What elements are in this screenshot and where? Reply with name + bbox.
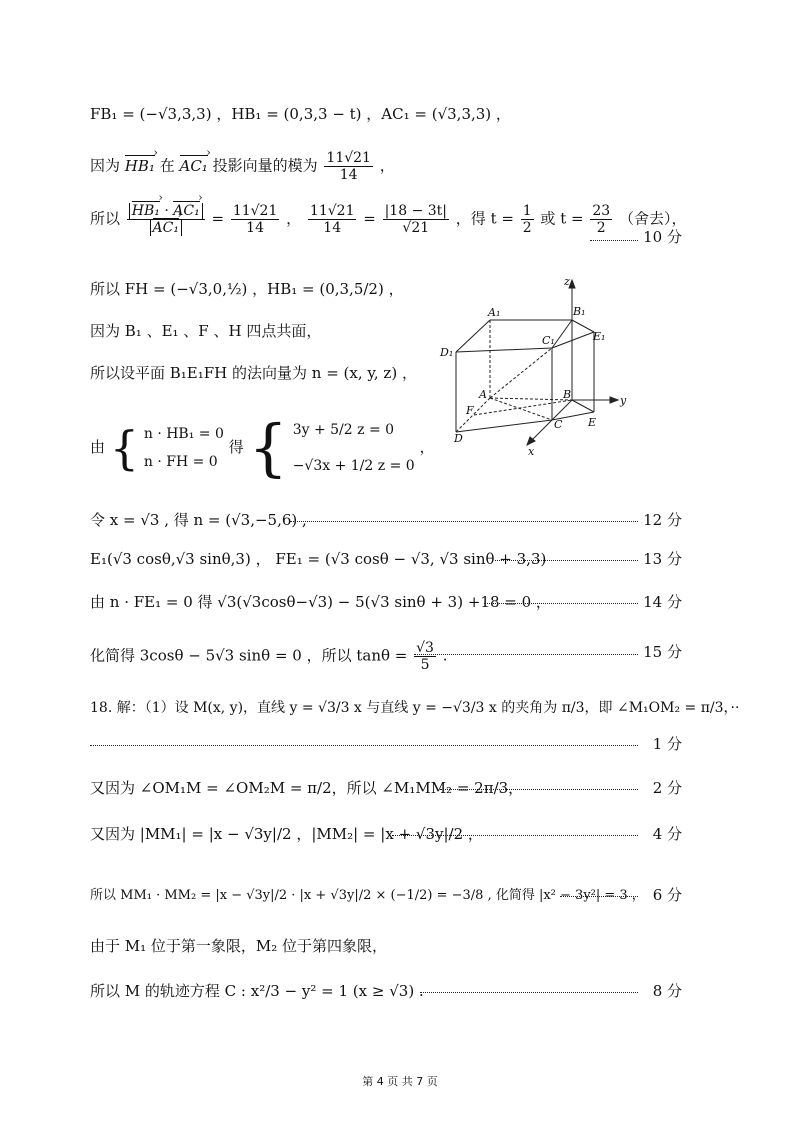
numerator: 23: [592, 203, 611, 219]
score-4: 4 分: [652, 825, 682, 843]
label-e: E: [588, 416, 597, 429]
text: 所以设平面 B₁E₁FH 的法向量为 n = (x, y, z) ，: [90, 364, 417, 382]
set-x: [90, 509, 307, 530]
leader-dots: [495, 560, 638, 561]
text: 因为 B₁ 、E₁ 、F 、H 四点共面，: [90, 322, 322, 340]
text: 所以 MM₁ · MM₂ = |x − √3y|/2 · |x + √3y|/2 × (−1/2) = −3/8 , 化简得 |x² − 3y²| = 3 ，: [90, 888, 645, 903]
score-8: 8 分: [652, 982, 682, 1000]
text: 因为: [90, 156, 121, 175]
score-1: 1 分: [652, 735, 682, 753]
vector-line-fh: [90, 278, 404, 299]
numerator: |18 − 3t|: [384, 203, 448, 219]
fraction: [383, 203, 449, 236]
page-footer: 第 4 页 共 7 页: [362, 1075, 438, 1088]
text: 由: [90, 438, 106, 456]
label-e1: E₁: [593, 330, 606, 343]
angle-statement: [90, 777, 523, 798]
leader-dots: [90, 745, 638, 746]
text: 所以 M 的轨迹方程 C : x²/3 − y² = 1 (x ≥ √3) .: [90, 982, 424, 1000]
score-14: 14 分: [643, 593, 682, 611]
text: 在: [159, 156, 175, 175]
denominator: 14: [339, 167, 358, 184]
text: 所以 FH = (−√3,0,½) ，HB₁ = (0,3,5/2) ，: [90, 280, 404, 298]
fraction: [414, 640, 436, 673]
numerator: 11√21: [232, 203, 278, 219]
equation-system: [90, 412, 434, 484]
numerator: 11√21: [326, 150, 371, 166]
label-c1: C₁: [542, 334, 555, 347]
numerator: √3: [416, 640, 434, 656]
fraction: [308, 203, 357, 236]
label-b1: B₁: [573, 305, 586, 318]
fraction: [590, 203, 612, 236]
label-d1: D₁: [440, 346, 454, 359]
fraction: [324, 150, 373, 183]
system-left: [144, 420, 224, 476]
text: E₁(√3 cosθ,√3 sinθ,3) ， FE₁ = (√3 cosθ − √3, √3 sinθ + 3,3): [90, 550, 547, 568]
text: .: [442, 646, 448, 665]
label-y: y: [620, 394, 627, 407]
denominator: 14: [323, 220, 342, 237]
score-13: 13 分: [643, 550, 682, 568]
denominator: 2: [596, 220, 606, 237]
locus-equation: [90, 980, 424, 1001]
score-6: 6 分: [652, 886, 682, 904]
leader-dots: [590, 240, 638, 241]
text: ，: [419, 438, 435, 456]
text: 令 x = √3 , 得 n = (√3,−5,6) ,: [90, 511, 307, 529]
leader-dots: [290, 521, 638, 522]
leader-dots: [560, 896, 638, 897]
equation: 3y + 5/2 z = 0: [292, 422, 395, 438]
text: 所以: [90, 209, 121, 228]
text: 或 t =: [540, 209, 584, 228]
leader-dots: [484, 603, 638, 604]
vector-line-1: [90, 103, 511, 124]
text: 由 n · FE₁ = 0 得 √3(√3cosθ−√3) − 5(√3 sinθ + 3) +18 = 0 ，: [90, 593, 551, 611]
score-10: 10 分: [643, 228, 682, 246]
leader-dots: [420, 992, 638, 993]
text: 又因为 ∠OM₁M = ∠OM₂M = π/2，所以 ∠M₁MM₂ = 2π/3，: [90, 779, 524, 797]
label-a1: A₁: [488, 306, 501, 319]
text: 又因为 |MM₁| = |x − √3y|/2 ，|MM₂| = |x + √3y|/2 ，: [90, 825, 483, 843]
text: 由于 M₁ 位于第一象限，M₂ 位于第四象限，: [90, 937, 388, 955]
vec-ac1: AC₁ ›: [180, 157, 208, 175]
text: （舍去），: [618, 209, 687, 228]
label-d: D: [454, 432, 463, 445]
numerator: HB₁ › · AC₁ ›: [127, 203, 205, 220]
prism-figure: [432, 270, 632, 460]
leader-dots: [414, 654, 638, 655]
equation: n · HB₁ = 0: [143, 426, 224, 442]
text: 18. 解：（1）设 M(x, y)，直线 y = √3/3 x 与直线 y = −√3/3 x 的夹角为 π/3，即 ∠M₁OM₂ = π/3，··: [90, 700, 740, 716]
projection-equation: 所以 $\frac{\text{HB₁ › · AC₁ ›}}{\text{AC₁}}$ › = $\frac{11√21}{14}$ ， $\frac{11√21}{14}$ = $\frac{|18 - 3t|}{√21}$ ，得 t = $\frac{1}{2}$ 或 t = $\frac{23}{2}$ （舍去），: [90, 203, 686, 236]
equation: n · FH = 0: [143, 454, 218, 470]
text: 化简得 3cosθ − 5√3 sinθ = 0 ，所以 tanθ =: [90, 646, 408, 665]
label-a: A: [479, 388, 487, 401]
denominator: 14: [246, 220, 264, 237]
text: 投影向量的模为: [212, 156, 318, 175]
fraction: [127, 203, 205, 236]
numerator: 1: [522, 203, 532, 219]
text: ，: [379, 156, 395, 175]
dot-product-equation: [90, 591, 551, 612]
numerator: 11√21: [309, 203, 355, 219]
fraction: [521, 203, 534, 236]
label-z: z: [564, 275, 570, 288]
denominator: AC₁ ›: [127, 220, 205, 236]
denominator: √21: [402, 220, 430, 237]
denominator: 5: [420, 657, 430, 674]
label-f: F: [466, 404, 474, 417]
vectors-fb1-hb1-ac1: FB₁ = (−√3,3,3) ，HB₁ = (0,3,3 − t) ，AC₁ = (√3,3,3) ，: [90, 105, 511, 123]
problem-18-start: [90, 697, 739, 717]
distance-statement: [90, 823, 483, 844]
fraction: [231, 203, 280, 236]
left-brace: {: [109, 421, 140, 475]
label-x: x: [528, 445, 535, 458]
leader-dots: [392, 835, 638, 836]
text: ，得 t =: [455, 209, 514, 228]
leader-dots: [440, 789, 638, 790]
label-b: B: [563, 388, 572, 401]
label-c: C: [554, 418, 563, 431]
tan-result: [90, 640, 448, 673]
left-brace: {: [248, 411, 288, 484]
e1-coordinates: [90, 548, 546, 569]
score-15: 15 分: [643, 643, 682, 661]
normal-vector-statement: [90, 362, 417, 383]
quadrant-statement: [90, 935, 387, 956]
dot-product-m: [90, 884, 645, 903]
text: 得: [228, 438, 244, 456]
vec-hb1: HB₁ ›: [125, 157, 155, 175]
score-12: 12 分: [643, 511, 682, 529]
denominator: 2: [522, 220, 532, 237]
score-2: 2 分: [652, 779, 682, 797]
equation: −√3x + 1/2 z = 0: [292, 458, 415, 474]
system-right: [293, 412, 415, 484]
coplanar-statement: [90, 320, 321, 341]
projection-statement: [90, 150, 395, 183]
